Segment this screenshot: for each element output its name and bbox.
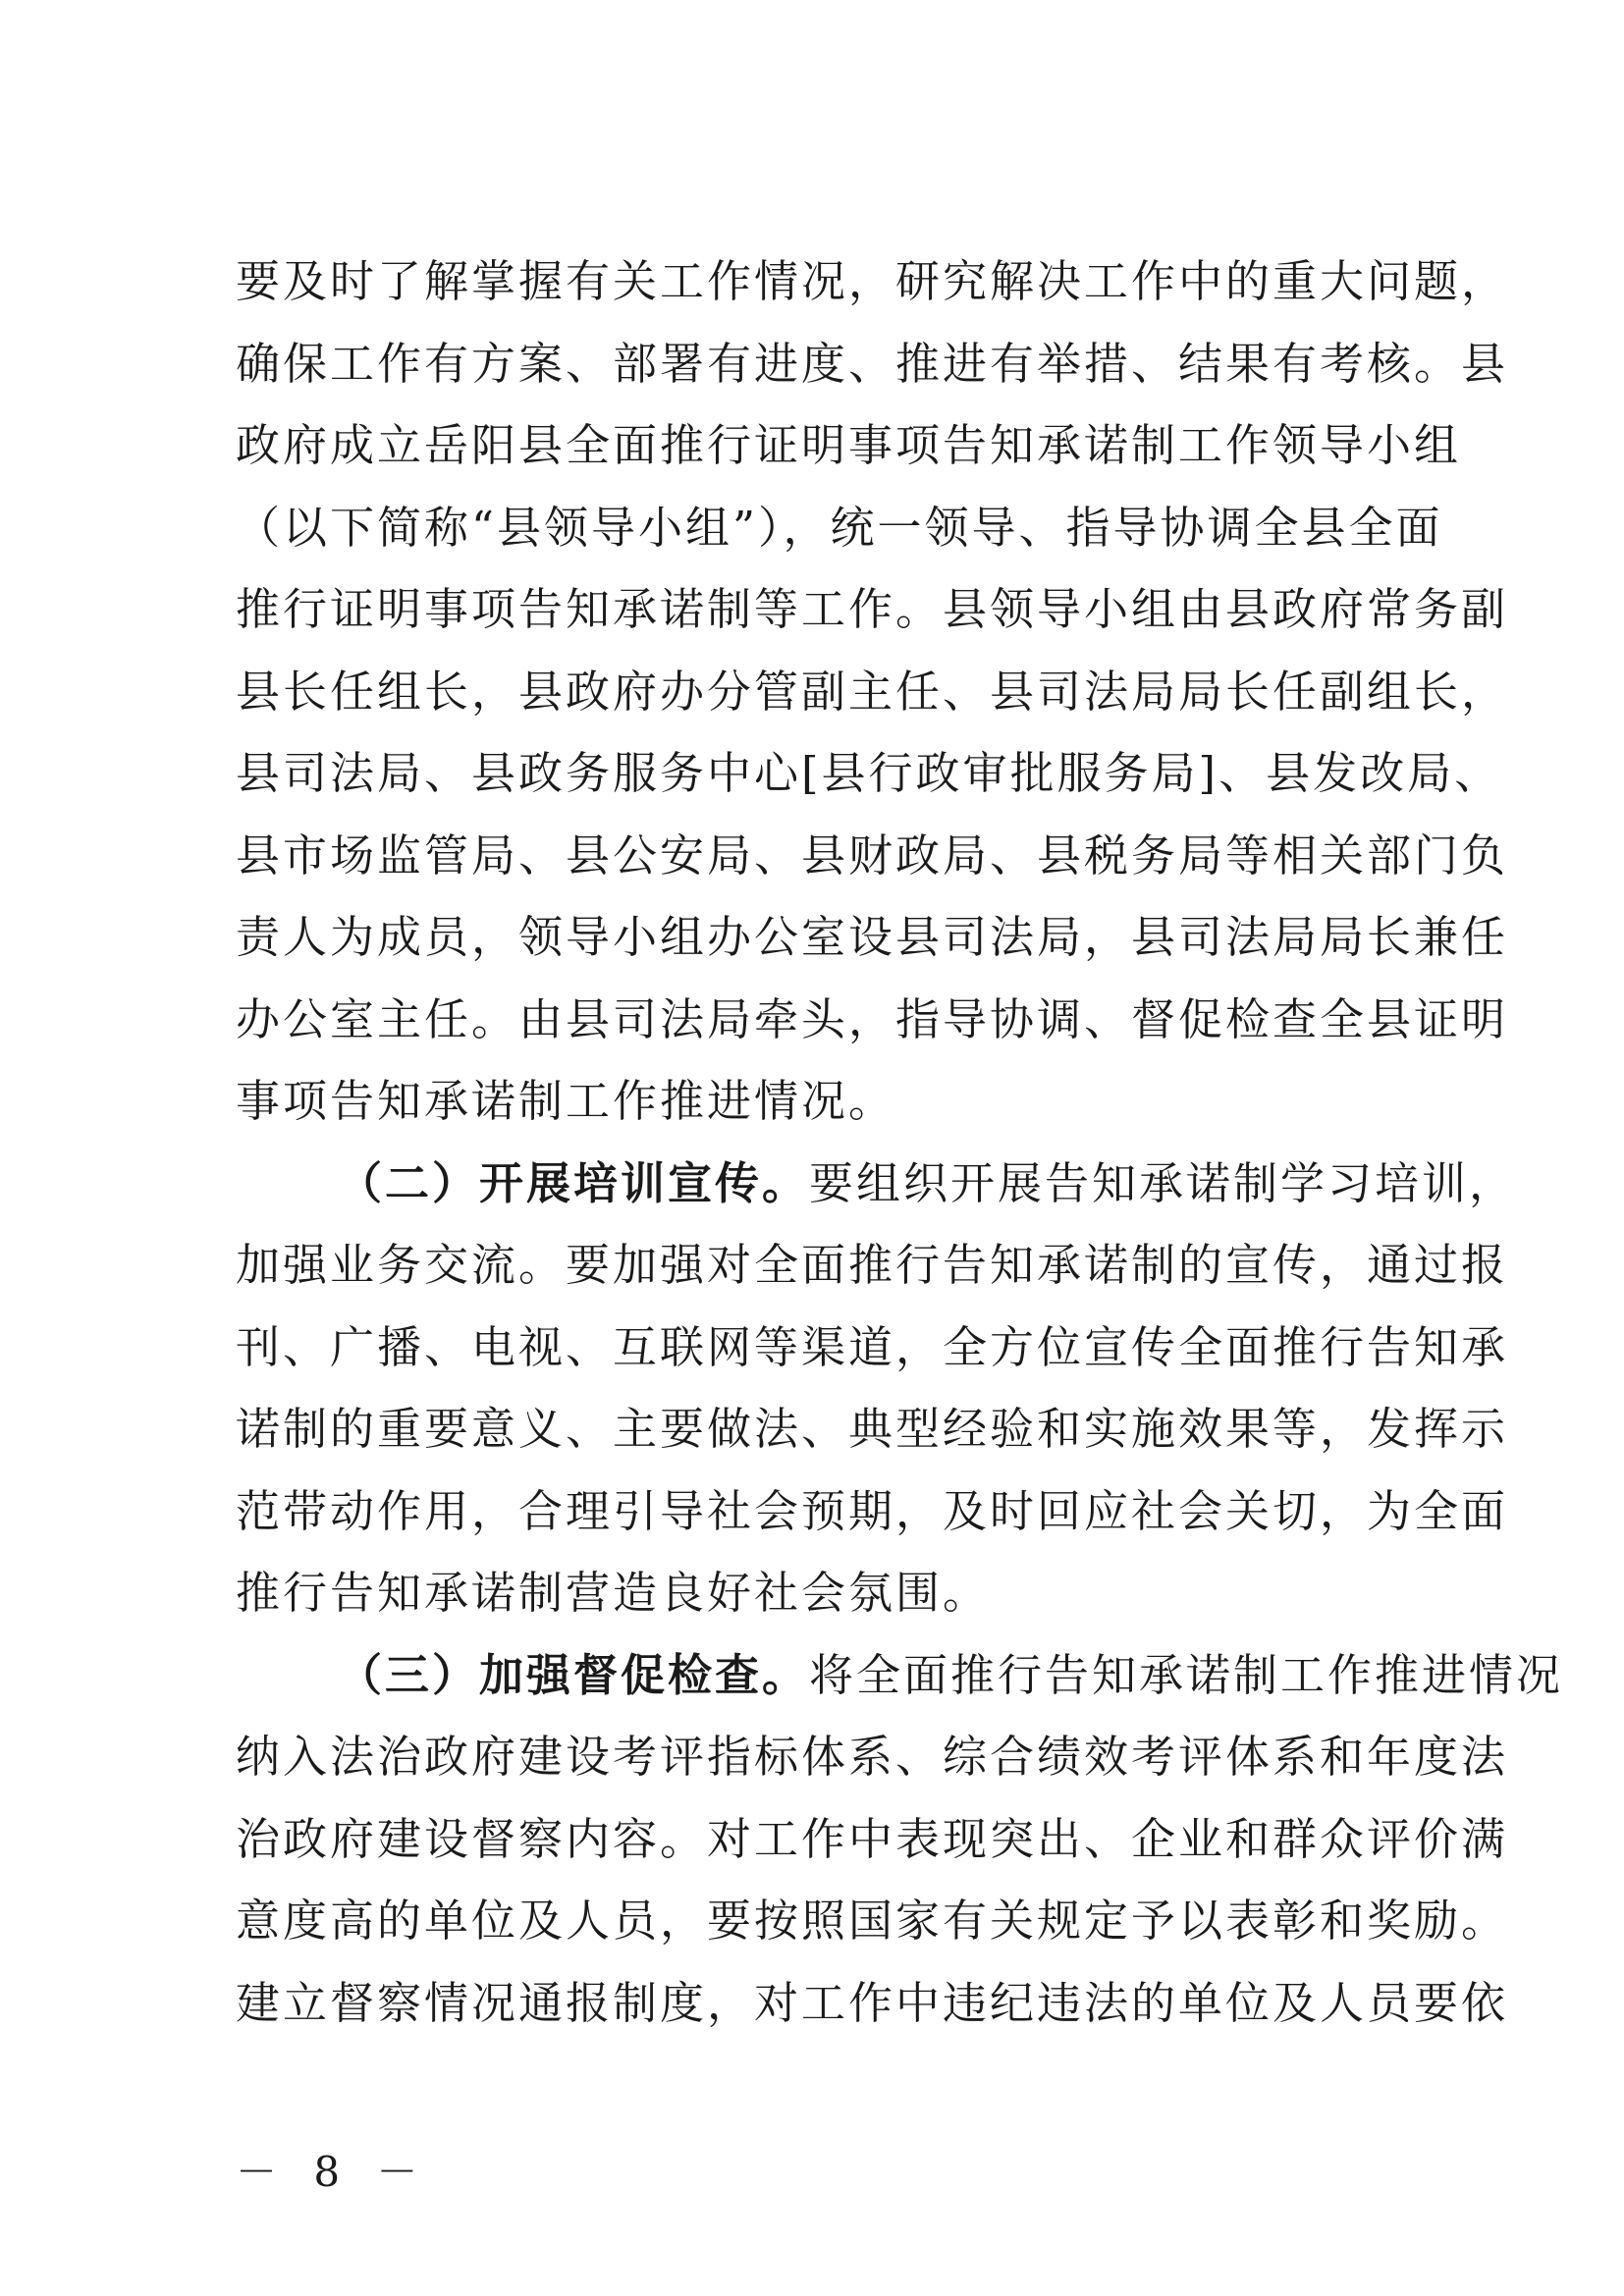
text-line: 县市场监管局、县公安局、县财政局、县税务局等相关部门负 bbox=[236, 828, 1509, 881]
text-line: 要及时了解掌握有关工作情况，研究解决工作中的重大问题， bbox=[236, 255, 1509, 307]
text-line: 加强业务交流。要加强对全面推行告知承诺制的宣传，通过报 bbox=[236, 1239, 1509, 1291]
section-heading: （三）加强督促检查。 bbox=[338, 1648, 810, 1701]
text-line: 建立督察情况通报制度，对工作中违纪违法的单位及人员要依 bbox=[236, 1976, 1509, 2029]
section-text: 要组织开展告知承诺制学习培训， bbox=[809, 1156, 1517, 1209]
section-first-line bbox=[236, 1143, 1517, 1225]
section-first-line bbox=[236, 1634, 1564, 1717]
text-line: 确保工作有方案、部署有进度、推进有举措、结果有考核。县 bbox=[236, 337, 1509, 390]
page-number: － 8 － bbox=[236, 2148, 430, 2196]
text-line: 推行证明事项告知承诺制等工作。县领导小组由县政府常务副 bbox=[236, 583, 1509, 635]
text-line: 县长任组长，县政府办分管副主任、县司法局局长任副组长， bbox=[236, 665, 1509, 718]
text-line: 责人为成员，领导小组办公室设县司法局，县司法局局长兼任 bbox=[236, 911, 1509, 963]
text-line: 政府成立岳阳县全面推行证明事项告知承诺制工作领导小组 bbox=[236, 419, 1462, 471]
document-page bbox=[236, 240, 1564, 2044]
text-line: 办公室主任。由县司法局牵头，指导协调、督促检查全县证明 bbox=[236, 992, 1509, 1045]
text-line: 诺制的重要意义、主要做法、典型经验和实施效果等，发挥示 bbox=[236, 1403, 1509, 1455]
text-line: 纳入法治政府建设考评指标体系、综合绩效考评体系和年度法 bbox=[236, 1731, 1509, 1783]
text-line: 县司法局、县政务服务中心[县行政审批服务局]、县发改局、 bbox=[236, 747, 1502, 799]
text-line: 推行告知承诺制营造良好社会氛围。 bbox=[236, 1567, 991, 1619]
section-text: 将全面推行告知承诺制工作推进情况 bbox=[809, 1648, 1564, 1701]
text-line: 刊、广播、电视、互联网等渠道，全方位宣传全面推行告知承 bbox=[236, 1320, 1509, 1373]
text-line: 事项告知承诺制工作推进情况。 bbox=[236, 1075, 896, 1127]
text-line: （以下简称“县领导小组”），统一领导、指导协调全县全面 bbox=[236, 501, 1443, 554]
paragraph-3 bbox=[236, 1634, 1564, 2045]
text-line: 意度高的单位及人员，要按照国家有关规定予以表彰和奖励。 bbox=[236, 1895, 1509, 1947]
paragraph-2 bbox=[236, 1143, 1517, 1634]
text-line: 范带动作用，合理引导社会预期，及时回应社会关切，为全面 bbox=[236, 1484, 1509, 1537]
text-line: 治政府建设督察内容。对工作中表现突出、企业和群众评价满 bbox=[236, 1812, 1509, 1865]
paragraph-1 bbox=[236, 240, 1509, 1143]
section-heading: （二）开展培训宣传。 bbox=[338, 1156, 810, 1209]
